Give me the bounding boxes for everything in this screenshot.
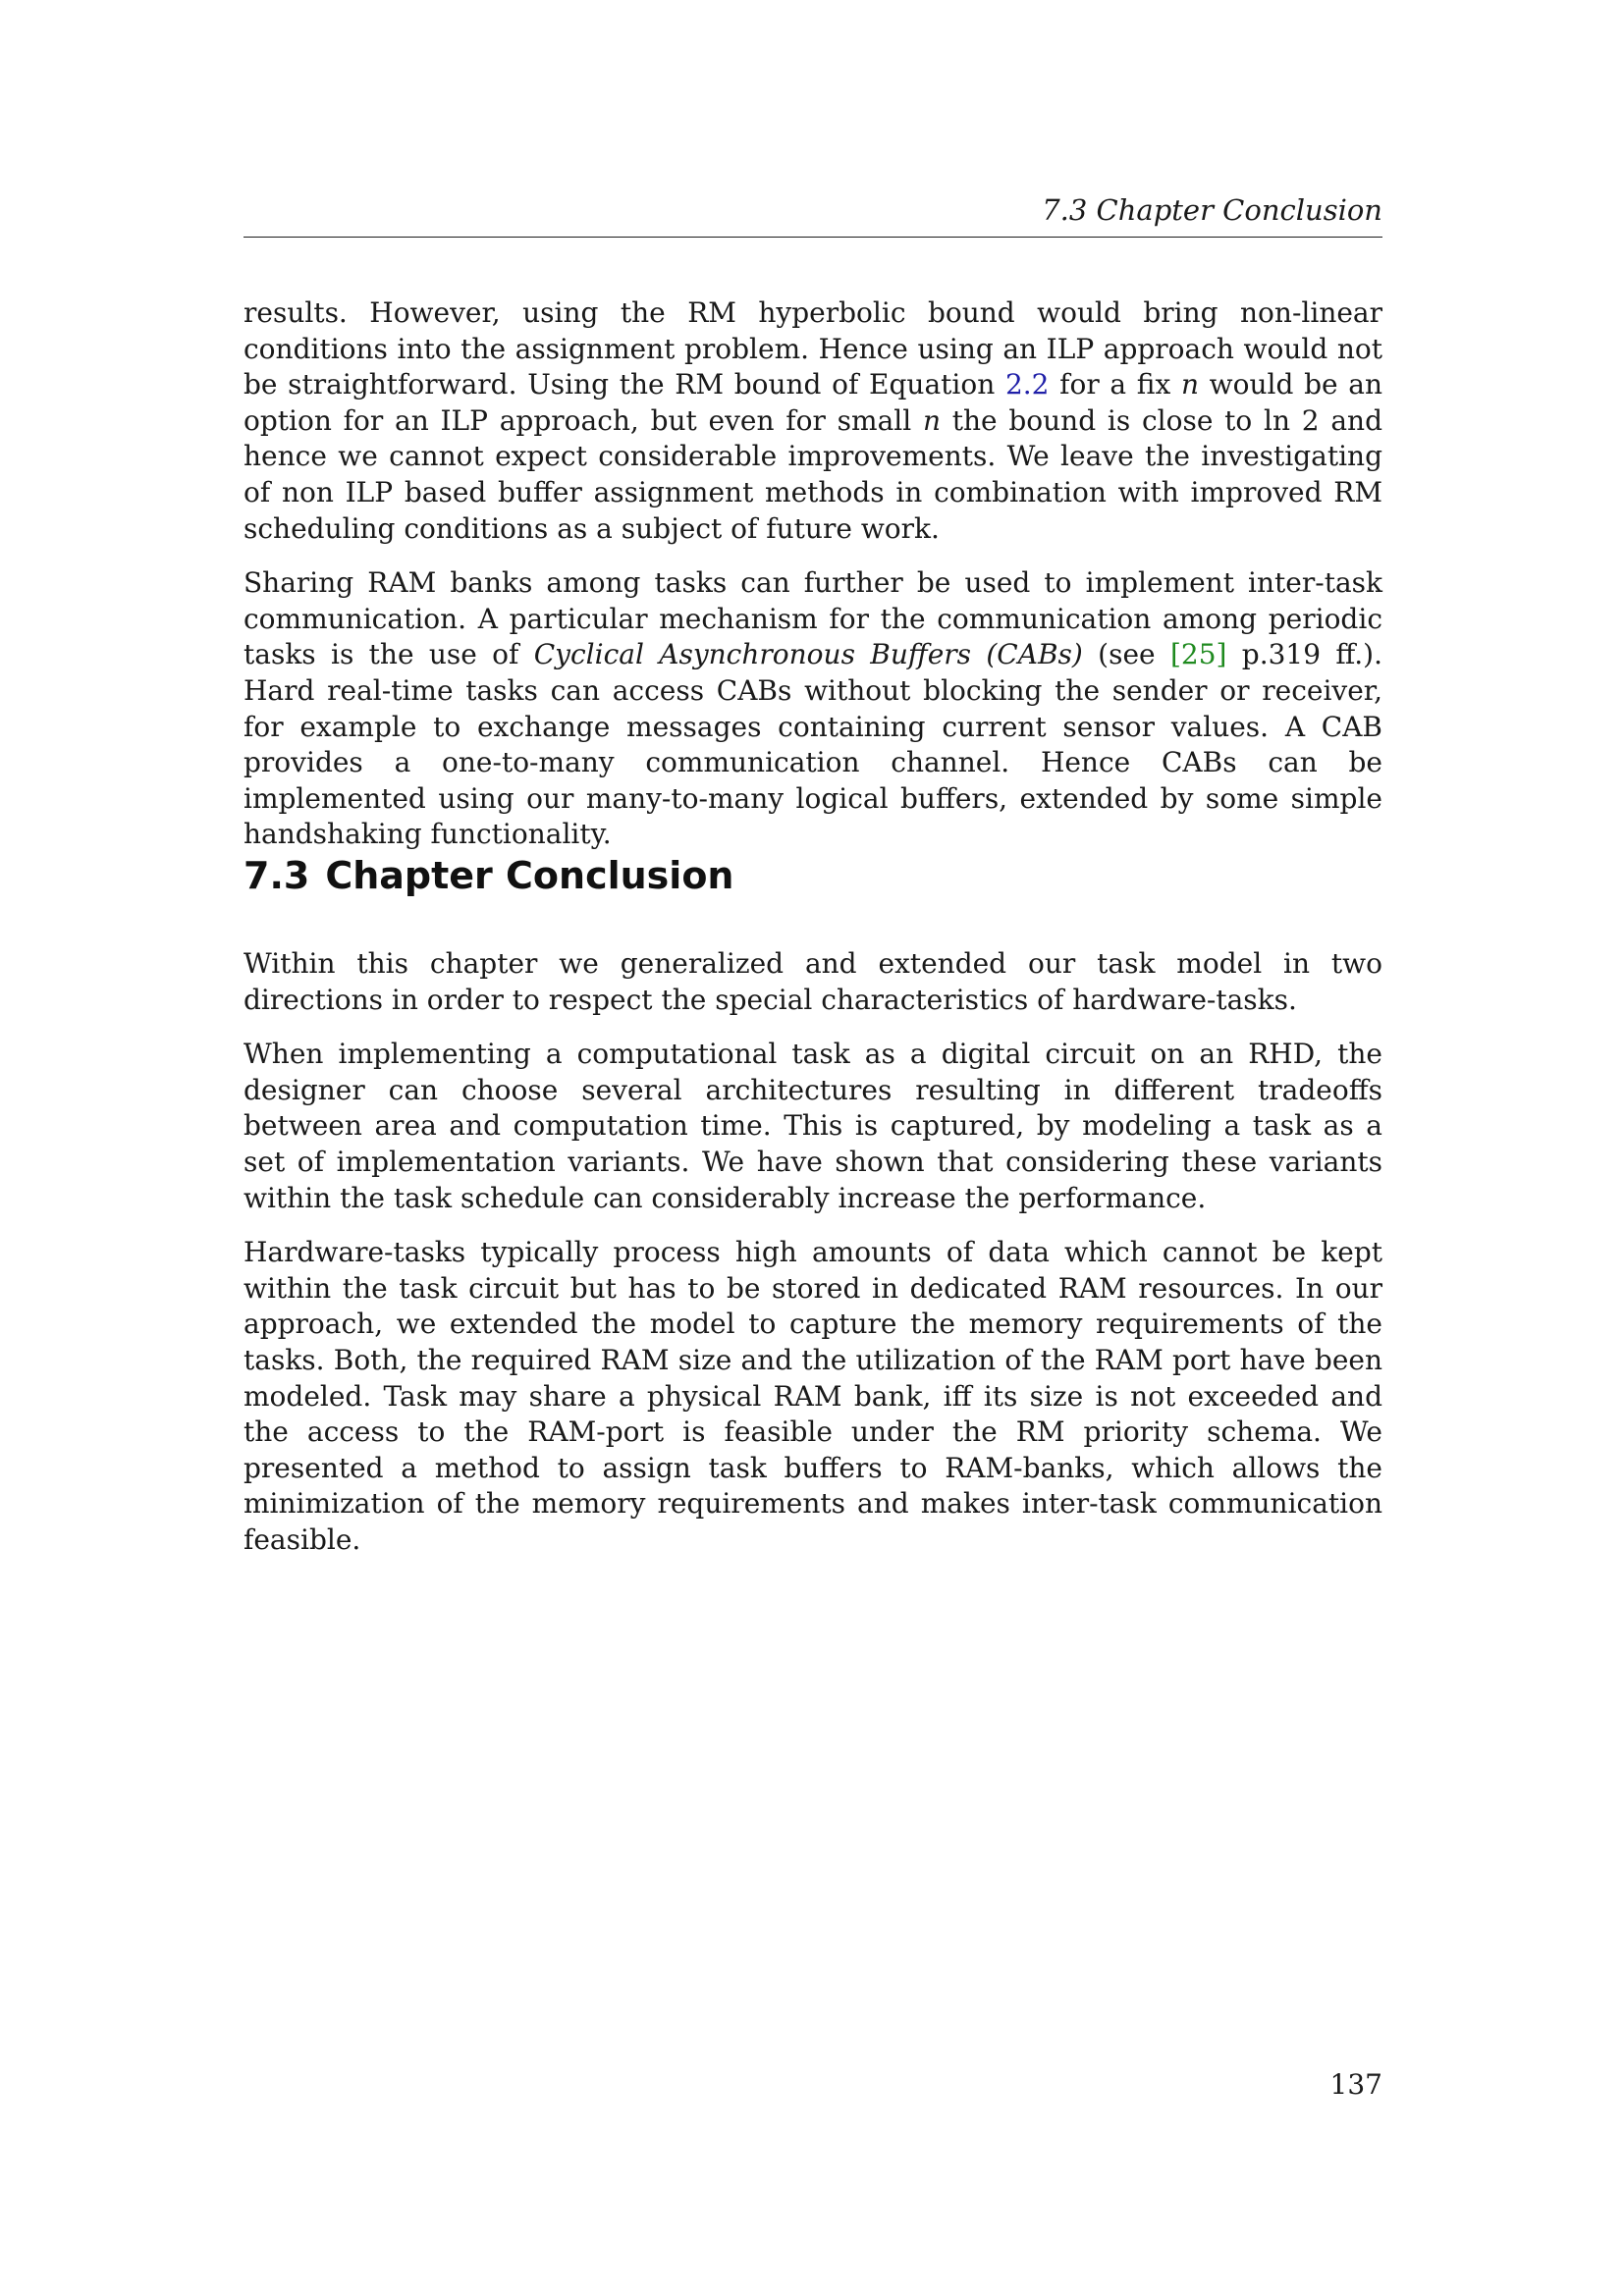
paragraph-intro: Within this chapter we generalized and extended our task model in two directions in order to respect the special characteristics of hardware-tasks. bbox=[244, 947, 1382, 1016]
math-variable-n: n bbox=[1180, 368, 1199, 401]
math-variable-n: n bbox=[922, 403, 941, 437]
section-number: 7.3 bbox=[244, 854, 310, 897]
page-number: 137 bbox=[1329, 2068, 1382, 2101]
italic-term-cabs: Cyclical Asynchronous Buffers (CABs) bbox=[533, 638, 1083, 671]
body-text-bottom bbox=[244, 946, 1382, 1577]
text-segment: for a fix bbox=[1049, 368, 1181, 401]
section-title: Chapter Conclusion bbox=[325, 854, 734, 897]
text-segment: the bound is close to ln 2 and hence we cannot expect considerable improvements. We leave the investigating of non ILP based buffer assignment methods in combination with improved RM scheduling conditions as a subject of future work. bbox=[244, 403, 1383, 545]
equation-reference-link[interactable]: 2.2 bbox=[1004, 368, 1050, 401]
text-segment: would be an option for an ILP approach, but even for small bbox=[244, 368, 1382, 437]
paragraph-variants: When implementing a computational task as a digital circuit on an RHD, the designer can choose several architectures resulting in different tradeoffs between area and computation time. This is captured, by modeling a task as a set of implementation variants. We have shown that considering these variants within the task schedule can considerably increase the performance. bbox=[244, 1038, 1382, 1214]
section-heading bbox=[244, 852, 733, 899]
text-segment: results. However, using the RM hyperbolic bound would bring non-linear conditions into the assignment problem. Hence using an ILP approach would not be straightforward. Using the RM bound of Equation bbox=[244, 296, 1382, 401]
text-segment: Sharing RAM banks among tasks can further be used to implement inter-task communication. A particular mechanism for the communication among periodic tasks is the use of bbox=[244, 566, 1382, 671]
text-segment: (see bbox=[1082, 638, 1170, 671]
paragraph-rm-bound bbox=[244, 295, 1382, 547]
paragraph-cabs bbox=[244, 565, 1382, 853]
running-head: 7.3 Chapter Conclusion bbox=[1042, 193, 1382, 227]
body-text-top bbox=[244, 295, 1382, 872]
paragraph-memory: Hardware-tasks typically process high amounts of data which cannot be kept within the task circuit but has to be stored in dedicated RAM resources. In our approach, we extended the model to capture the memory requirements of the tasks. Both, the required RAM size and the utilization of the RAM port have been modeled. Task may share a physical RAM bank, iff its size is not exceeded and the access to the RAM-port is feasible under the RM priority schema. We presented a method to assign task buffers to RAM-banks, which allows the minimization of the memory requirements and makes inter-task communication feasible. bbox=[244, 1236, 1382, 1556]
header-rule bbox=[244, 237, 1382, 238]
citation-link[interactable]: [25] bbox=[1169, 638, 1227, 671]
text-segment: p.319 ff.). Hard real-time tasks can access CABs without blocking the sender or receiver, for example to exchange messages containing current sensor values. A CAB provides a one-to-many communication channel. Hence CABs can be implemented using our many-to-many logical buffers, extended by some simple handshaking functionality. bbox=[244, 638, 1383, 851]
